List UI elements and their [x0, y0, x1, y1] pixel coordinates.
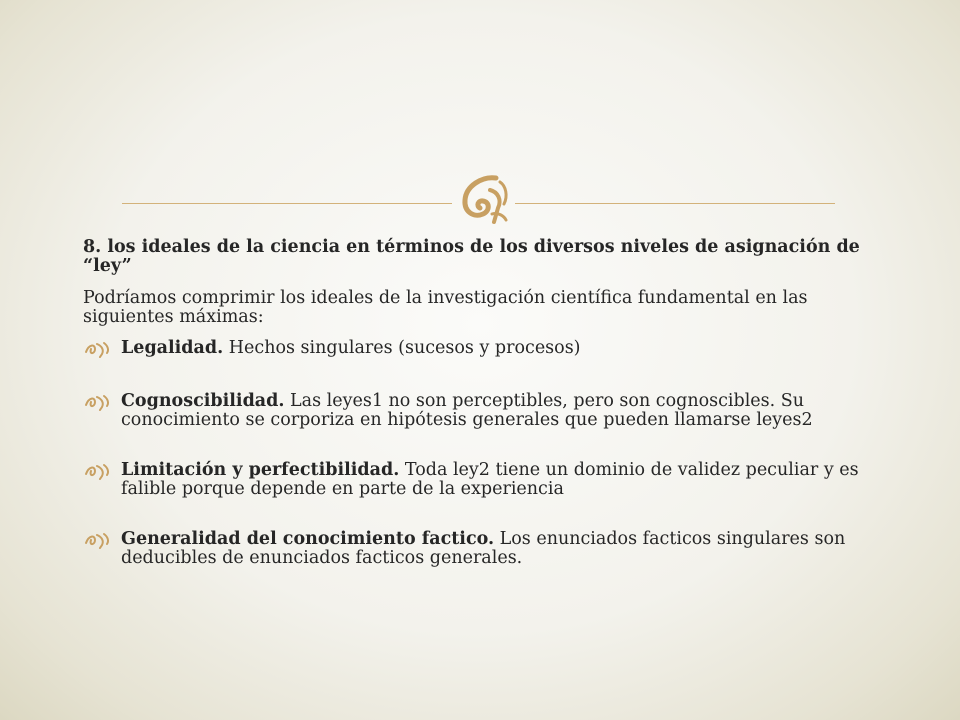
- bullet-term: Cognoscibilidad.: [121, 391, 285, 411]
- bullet-term: Legalidad.: [121, 338, 224, 358]
- bullet-text: Toda ley2 tiene un dominio de validez peculiar y es falible porque depende en parte de la experiencia: [121, 460, 859, 499]
- bullet-text: Las leyes1 no son perceptibles, pero son cognoscibles. Su conocimiento se corporiza en hipótesis generales que pueden llamarse leyes2: [121, 391, 813, 430]
- bullet-item: [83, 461, 883, 499]
- flourish-bullet-icon: [83, 531, 111, 549]
- bullet-text: Hechos singulares (sucesos y procesos): [223, 338, 581, 358]
- flourish-bullet-icon: [83, 393, 111, 411]
- bullet-term: Generalidad del conocimiento factico.: [121, 529, 495, 549]
- bullet-item: [83, 339, 883, 358]
- bullet-item: [83, 392, 883, 430]
- divider-line-left: [122, 203, 452, 204]
- flourish-bullet-icon: [83, 462, 111, 480]
- bullet-text: Los enunciados facticos singulares son deducibles de enunciados facticos generales.: [121, 529, 846, 568]
- slide-heading: 8. los ideales de la ciencia en términos de los diversos niveles de asignación de “ley”: [83, 237, 860, 276]
- flourish-bullet-icon: [83, 340, 111, 358]
- slide-content: [83, 238, 883, 599]
- bullet-item: [83, 530, 883, 568]
- ornament-flourish-icon: [452, 168, 514, 230]
- intro-paragraph: Podríamos comprimir los ideales de la investigación científica fundamental en las siguientes máximas:: [83, 288, 808, 327]
- divider-line-right: [515, 203, 835, 204]
- bullet-term: Limitación y perfectibilidad.: [121, 460, 400, 480]
